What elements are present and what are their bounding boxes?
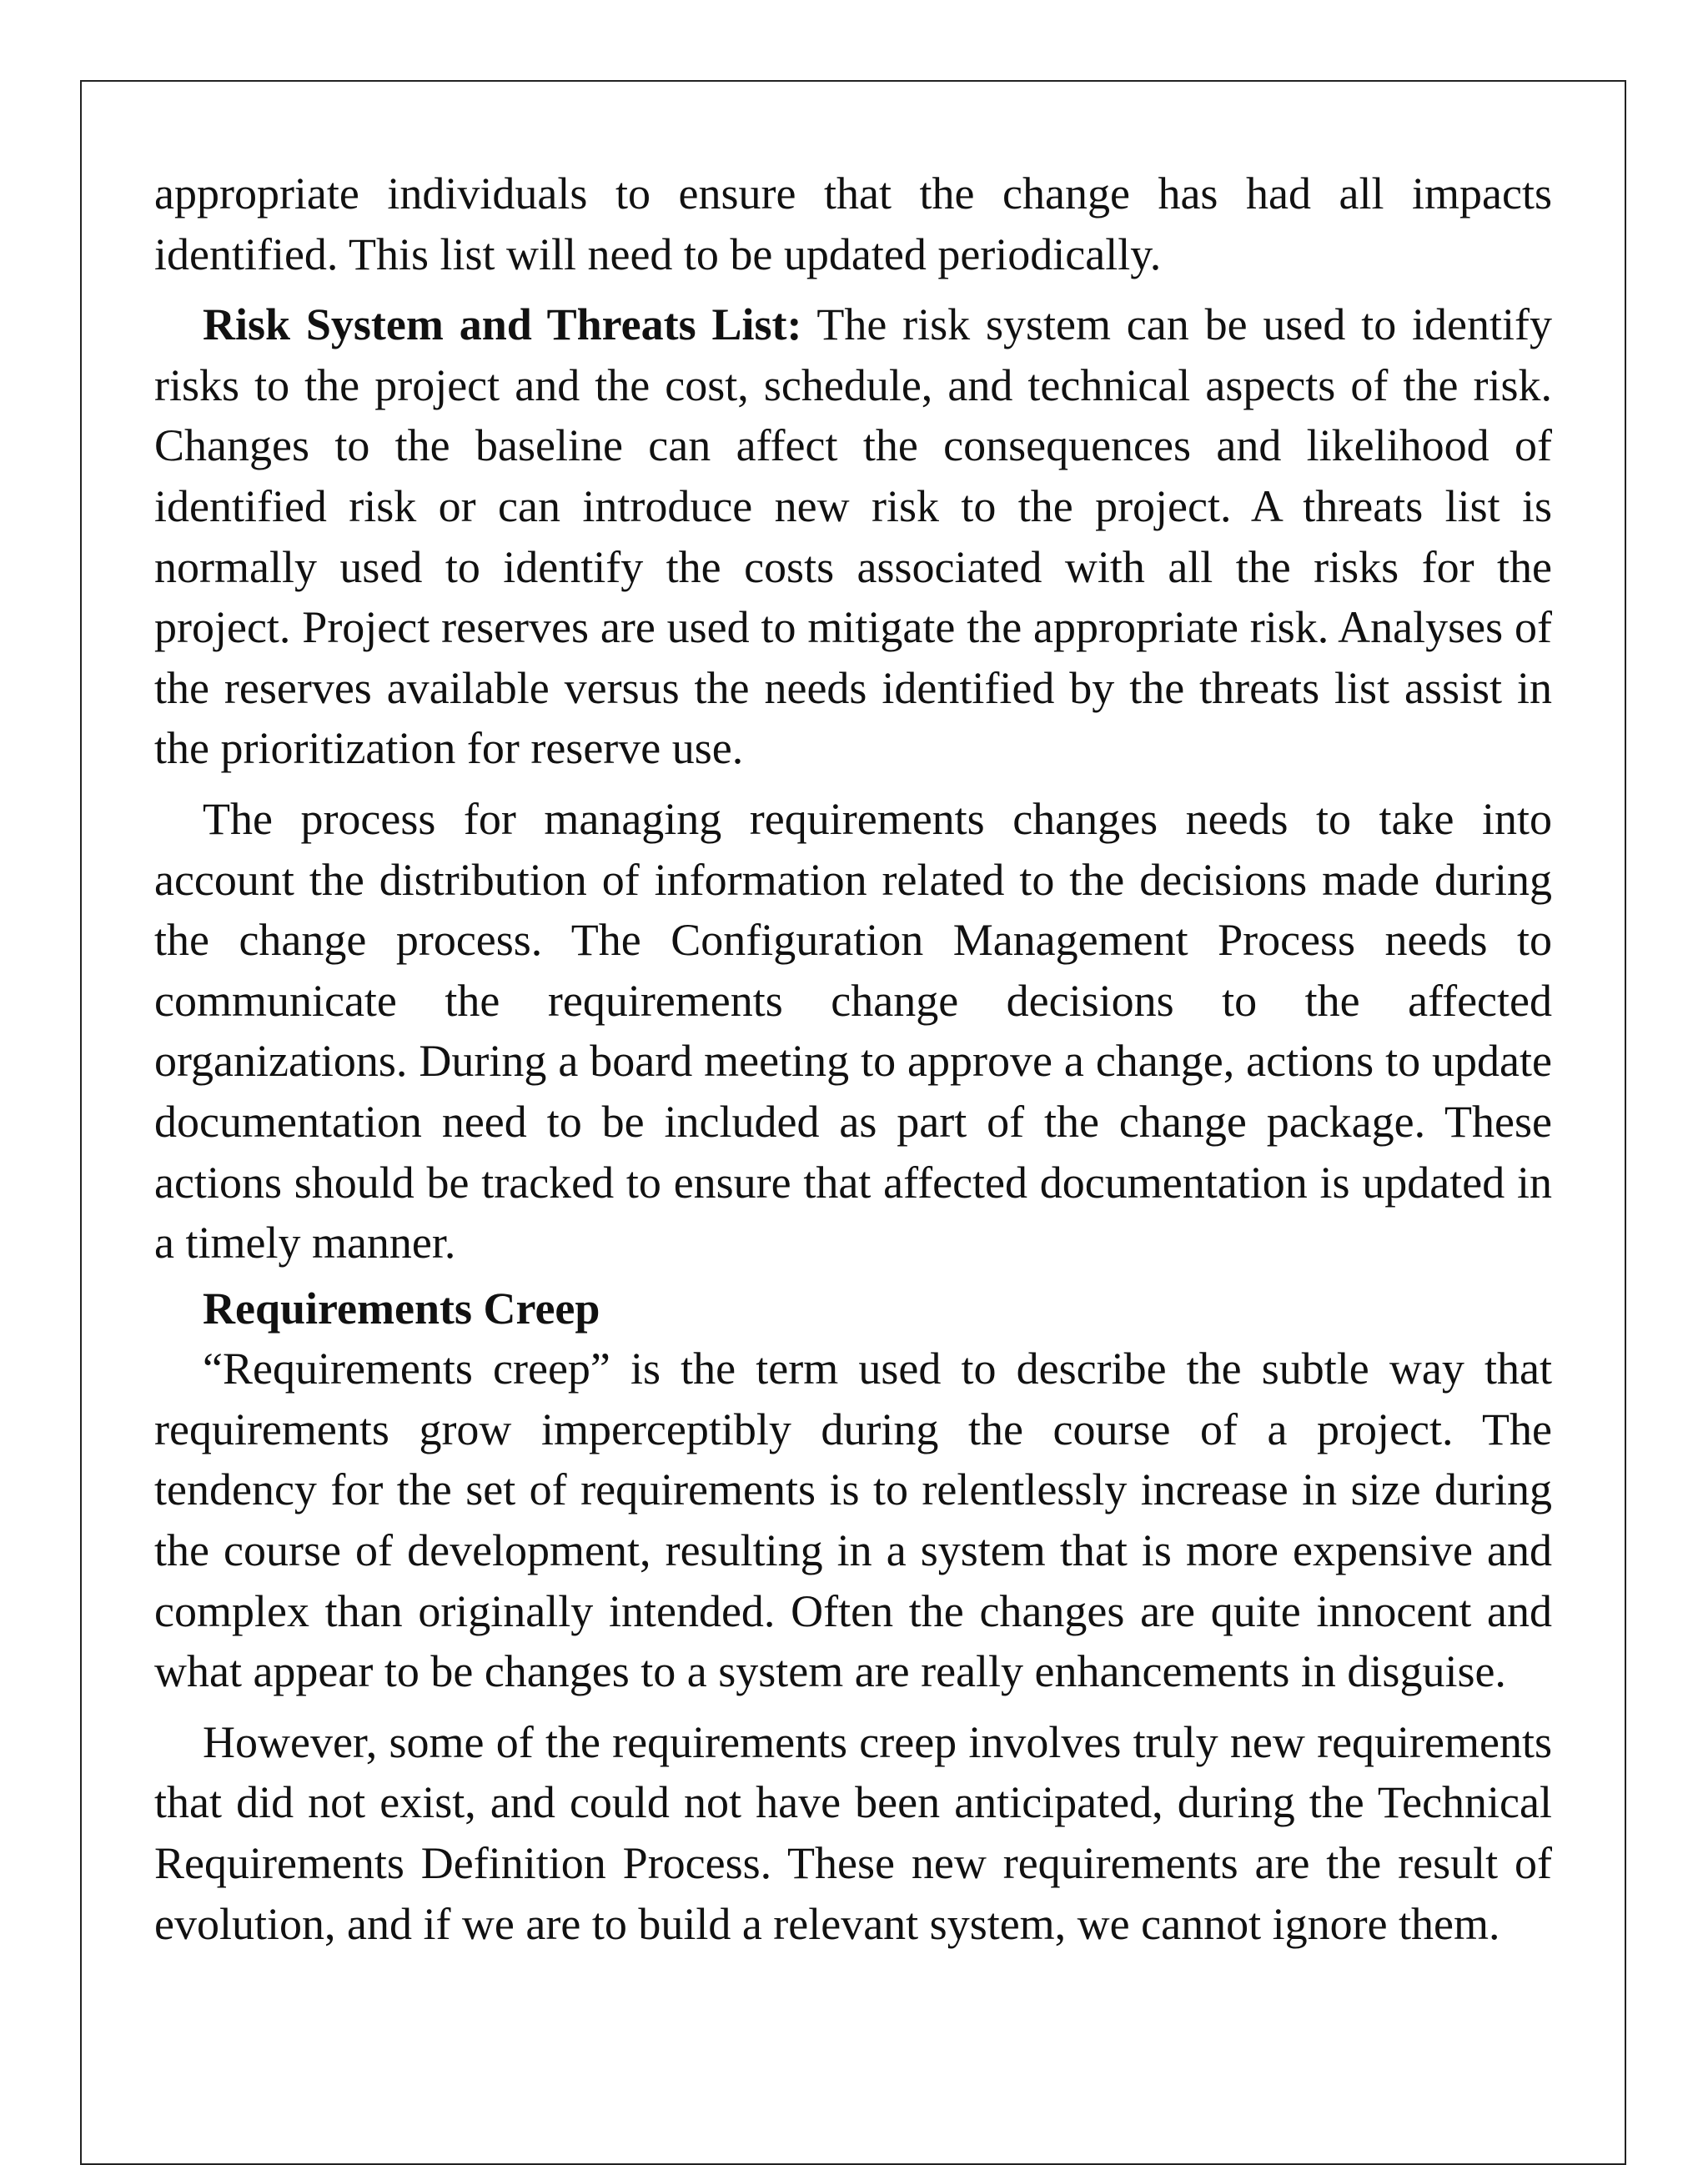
document-body	[154, 163, 1552, 1954]
however-paragraph: However, some of the requirements creep involves truly new requirements that did not exist, and could not have been anticipated, during the Technical Requirements Definition Process. These new requirements are the result of evolution, and if we are to build a relevant system, we cannot ignore them.	[154, 1716, 1552, 1949]
continuation-paragraph: appropriate individuals to ensure that the change has had all impacts identified. This list will need to be updated periodically.	[154, 168, 1552, 279]
risk-system-term: Risk System and Threats List:	[203, 299, 802, 350]
process-paragraph: The process for managing requirements changes needs to take into account the distribution of information related to the decisions made during the change process. The Configuration Management Process needs to communicate the requirements change decisions to the affected organizations. During a board meeting to approve a change, actions to update documentation need to be included as part of the change package. These actions should be tracked to ensure that affected documentation is updated in a timely manner.	[154, 793, 1552, 1268]
section-heading: Requirements Creep	[203, 1283, 600, 1334]
requirements-creep-paragraph: “Requirements creep” is the term used to describe the subtle way that requirements grow imperceptibly during the course of a project. The tendency for the set of requirements is to relentlessly increase in size during the course of development, resulting in a system that is more expensive and complex than originally intended. Often the changes are quite innocent and what appear to be changes to a system are really enhancements in disguise.	[154, 1344, 1552, 1697]
risk-system-body: The risk system can be used to identify risks to the project and the cost, schedule, and technical aspects of the risk. Changes to the baseline can affect the consequences and likelihood of identified risk or can introduce new risk to the project. A threats list is normally used to identify the costs associated with all the risks for the project. Project reserves are used to mitigate the appropriate risk. Analyses of the reserves available versus the needs identified by the threats list assist in the prioritization for reserve use.	[154, 299, 1552, 774]
risk-system-paragraph	[154, 294, 1552, 779]
